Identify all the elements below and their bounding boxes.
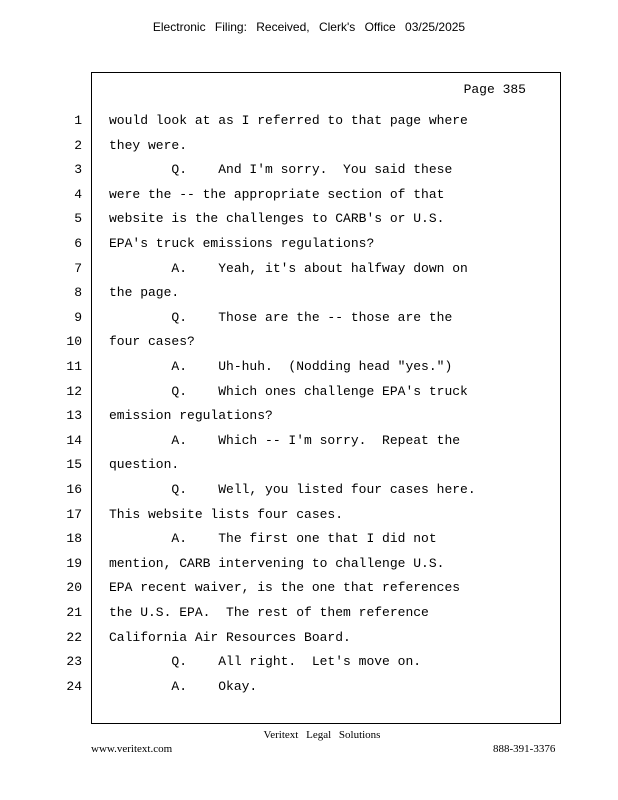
- line-number: 7: [74, 260, 82, 276]
- line-number: 5: [74, 211, 82, 227]
- line-number: 16: [66, 482, 82, 497]
- line-number: 23: [66, 654, 82, 670]
- transcript-line: four cases?: [109, 334, 195, 350]
- transcript-line: would look at as I referred to that page where: [109, 113, 468, 128]
- line-number: 14: [66, 432, 82, 448]
- line-number: 17: [66, 506, 82, 522]
- line-number: 19: [66, 555, 82, 571]
- transcript-line: This website lists four cases.: [109, 506, 344, 522]
- transcript-line: A. Okay.: [109, 678, 258, 694]
- transcript-line: the page.: [109, 285, 180, 301]
- line-number: 6: [74, 236, 82, 251]
- footer-phone: 888-391-3376: [493, 743, 556, 755]
- transcript-line: Q. Those are the -- those are the: [109, 309, 453, 325]
- line-number: 11: [66, 359, 82, 374]
- transcript-line: emission regulations?: [109, 408, 273, 424]
- transcript-line: Q. Well, you listed four cases here.: [109, 482, 476, 497]
- transcript-line: Q. All right. Let's move on.: [109, 654, 422, 670]
- transcript-line: California Air Resources Board.: [109, 629, 351, 645]
- transcript-line: Q. Which ones challenge EPA's truck: [109, 383, 468, 399]
- transcript-line: A. The first one that I did not: [109, 531, 437, 547]
- line-number: 12: [66, 383, 82, 399]
- transcript-line: they were.: [109, 137, 188, 153]
- line-number: 20: [66, 580, 82, 596]
- transcript-line: Q. And I'm sorry. You said these: [109, 162, 453, 178]
- line-number: 3: [74, 162, 82, 178]
- transcript-line: mention, CARB intervening to challenge U.S.: [109, 555, 445, 571]
- transcript-line: EPA's truck emissions regulations?: [109, 236, 375, 251]
- footer-company-name: Veritext Legal Solutions: [263, 729, 381, 741]
- line-number: 22: [66, 629, 82, 645]
- line-number: 18: [66, 531, 82, 547]
- page-number: Page 385: [463, 82, 526, 97]
- transcript-line: were the -- the appropriate section of that: [109, 186, 445, 202]
- line-number: 24: [66, 678, 82, 694]
- transcript-line: A. Which -- I'm sorry. Repeat the: [109, 432, 461, 448]
- filing-stamp-header: Electronic Filing: Received, Clerk's Office 03/25/2025: [152, 20, 466, 34]
- line-number: 10: [66, 334, 82, 350]
- transcript-line: website is the challenges to CARB's or U.S.: [109, 211, 445, 227]
- line-number: 9: [74, 309, 82, 325]
- line-number: 4: [74, 186, 82, 202]
- line-number: 1: [74, 113, 82, 128]
- line-number: 21: [66, 605, 82, 620]
- transcript-line: A. Uh-huh. (Nodding head "yes."): [109, 359, 453, 374]
- footer-website: www.veritext.com: [91, 743, 173, 755]
- transcript-line: question.: [109, 457, 180, 473]
- line-number: 2: [74, 137, 82, 153]
- line-number: 8: [74, 285, 82, 301]
- transcript-line: EPA recent waiver, is the one that references: [109, 580, 461, 596]
- transcript-line: the U.S. EPA. The rest of them reference: [109, 605, 429, 620]
- line-number: 13: [66, 408, 82, 424]
- line-number: 15: [66, 457, 82, 473]
- transcript-line: A. Yeah, it's about halfway down on: [109, 260, 468, 276]
